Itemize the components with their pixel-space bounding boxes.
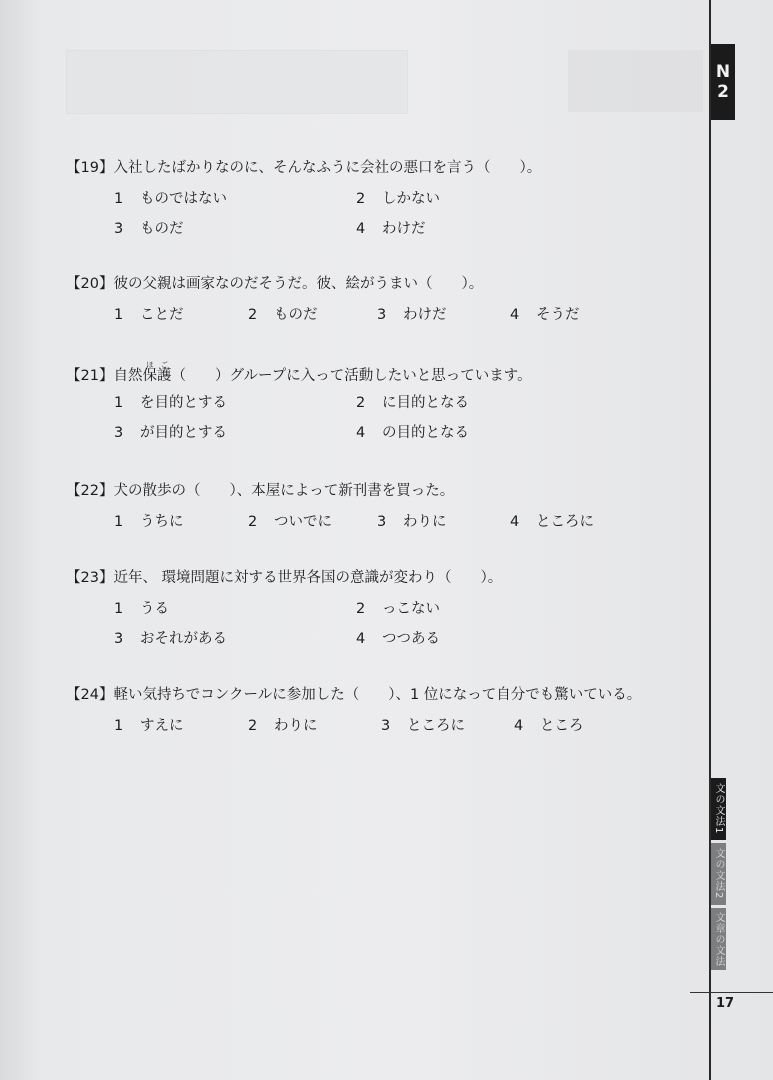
question-24 [66,684,641,736]
option-row [66,589,502,619]
question-text-pre: 自然 [113,368,143,384]
option-2: 2 っこない [356,601,440,617]
option-2: 2 ものだ [248,307,318,323]
option-3: 3 おそれがある [114,631,227,647]
option-3: 3 わりに [377,514,447,530]
level-letter: N [715,62,731,82]
option-1: 1 を目的とする [114,395,227,411]
option-2: 2 しかない [356,191,440,207]
question-text: 軽い気持ちでコンクールに参加した（ ）、1 位になって自分でも驚いている。 [113,687,642,703]
option-3: 3 ものだ [114,221,184,237]
section-tab-text-grammar: 文章の文法 [711,908,726,970]
option-1: 1 ものではない [114,191,227,207]
question-19 [66,157,541,239]
option-1: 1 うる [114,601,169,617]
question-20 [66,273,580,325]
question-22 [66,480,594,532]
question-text: 近年、 環境問題に対する世界各国の意識が変わり（ ）。 [113,570,503,586]
option-4: 4 ところ [514,718,584,734]
section-tab-sentence-grammar-1: 文の文法1 [711,778,726,840]
option-1: 1 すえに [114,718,184,734]
option-3: 3 わけだ [377,307,447,323]
section-tabs [711,778,737,973]
option-row [66,706,641,736]
question-text: 入社したばかりなのに、そんなふうに会社の悪口を言う（ ）。 [113,160,542,176]
option-4: 4 の目的となる [356,425,469,441]
question-text: 彼の父親は画家なのだそうだ。彼、絵がうまい（ ）。 [113,276,484,292]
option-row [66,619,502,649]
level-tab [711,44,735,120]
furigana-word: 保護ほご [142,361,172,384]
question-stem [66,567,502,589]
level-digit: 2 [717,82,729,102]
section-tab-sentence-grammar-2: 文の文法2 [711,843,726,905]
question-stem [66,273,483,295]
option-4: 4 そうだ [510,307,580,323]
option-2: 2 わりに [248,718,318,734]
option-row [66,209,541,239]
page-number-rule [690,992,773,993]
question-number: 【22】 [66,483,114,499]
question-stem [66,361,532,383]
option-4: 4 つつある [356,631,440,647]
option-row [66,179,541,209]
question-stem [66,684,641,706]
bleed-through-box [568,50,703,112]
question-number: 【20】 [66,276,114,292]
question-number: 【23】 [66,570,114,586]
option-3: 3 が目的とする [114,425,227,441]
option-row [66,413,532,443]
page-number: 17 [716,996,735,1011]
question-stem [66,480,454,502]
question-number: 【19】 [66,160,114,176]
bleed-through-box [66,50,408,114]
question-text-post: （ ）グループに入って活動したいと思っています。 [171,368,532,384]
question-number: 【21】 [66,368,114,384]
question-stem [66,157,541,179]
question-21 [66,361,532,443]
option-1: 1 うちに [114,514,184,530]
option-1: 1 ことだ [114,307,184,323]
option-2: 2 に目的となる [356,395,469,411]
question-number: 【24】 [66,687,114,703]
option-4: 4 ところに [510,514,594,530]
question-text: 犬の散歩の（ ）、本屋によって新刊書を買った。 [113,483,455,499]
option-4: 4 わけだ [356,221,426,237]
option-row [66,295,580,325]
option-row [66,383,532,413]
question-23 [66,567,502,649]
option-row [66,502,594,532]
option-3: 3 ところに [381,718,465,734]
option-2: 2 ついでに [248,514,332,530]
